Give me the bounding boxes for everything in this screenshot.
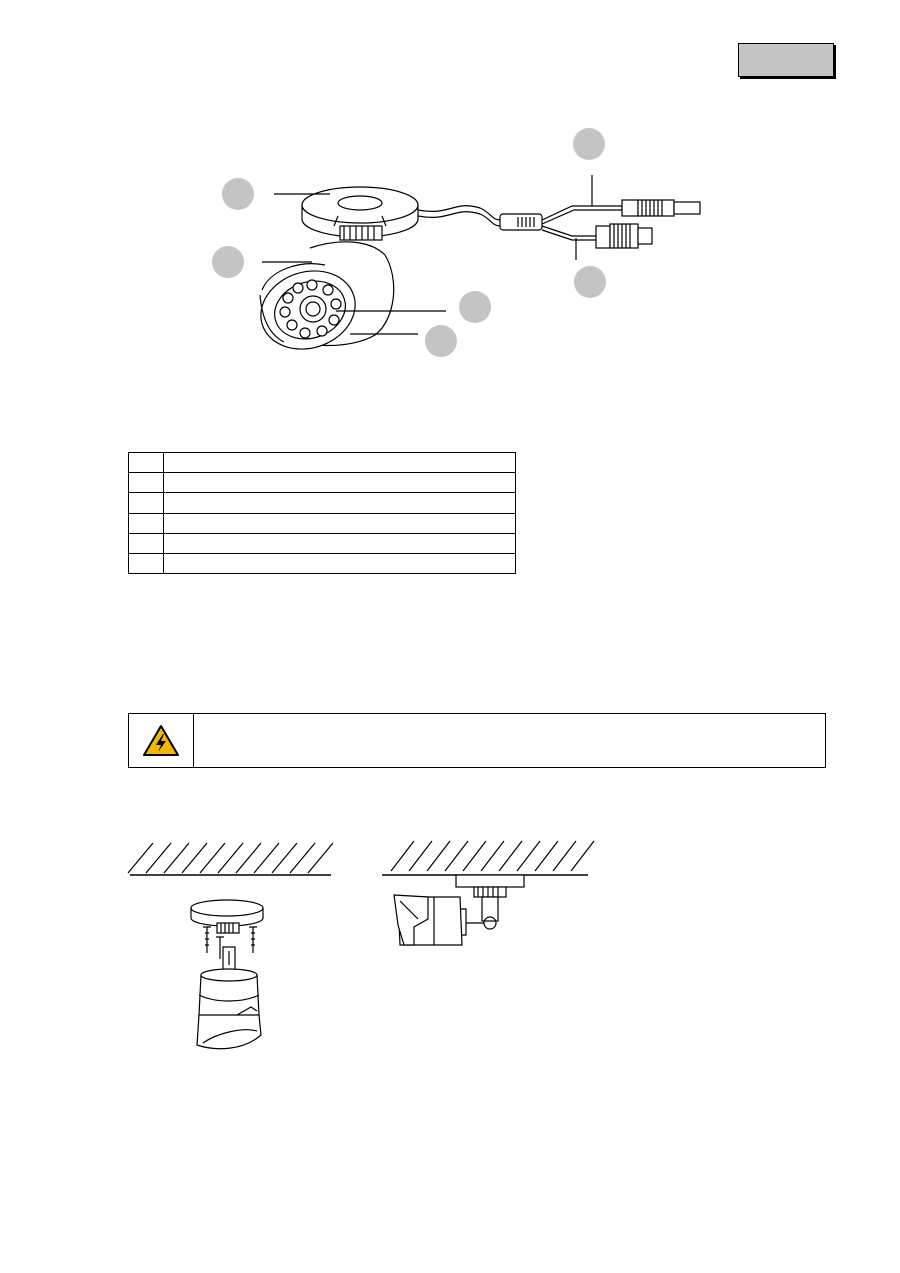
part-description-cell bbox=[164, 493, 516, 513]
part-description-cell bbox=[164, 533, 516, 553]
ceiling-mount-assembled-illustration bbox=[378, 835, 603, 965]
callout-2 bbox=[212, 246, 244, 278]
part-description-cell bbox=[164, 553, 516, 573]
warning-box bbox=[128, 713, 826, 768]
callout-6 bbox=[425, 325, 457, 357]
camera-overview-illustration bbox=[200, 120, 720, 370]
table-row bbox=[129, 493, 516, 513]
part-description-cell bbox=[164, 453, 516, 473]
part-number-cell bbox=[129, 453, 164, 473]
callout-4 bbox=[574, 266, 606, 298]
part-number-cell bbox=[129, 553, 164, 573]
callout-1 bbox=[222, 178, 254, 210]
table-row bbox=[129, 533, 516, 553]
warning-icon-cell bbox=[129, 714, 194, 767]
table-row bbox=[129, 513, 516, 533]
ceiling-mount-exploded-illustration bbox=[125, 835, 345, 1060]
callout-5 bbox=[459, 291, 491, 323]
table-row bbox=[129, 553, 516, 573]
part-number-cell bbox=[129, 473, 164, 493]
part-number-cell bbox=[129, 513, 164, 533]
table-row bbox=[129, 453, 516, 473]
part-number-cell bbox=[129, 493, 164, 513]
table-row bbox=[129, 473, 516, 493]
part-number-cell bbox=[129, 533, 164, 553]
part-description-cell bbox=[164, 473, 516, 493]
warning-text bbox=[194, 714, 825, 767]
parts-table bbox=[128, 452, 516, 574]
language-tab bbox=[738, 43, 834, 77]
high-voltage-warning-icon bbox=[142, 724, 180, 758]
callout-3 bbox=[573, 128, 605, 160]
part-description-cell bbox=[164, 513, 516, 533]
